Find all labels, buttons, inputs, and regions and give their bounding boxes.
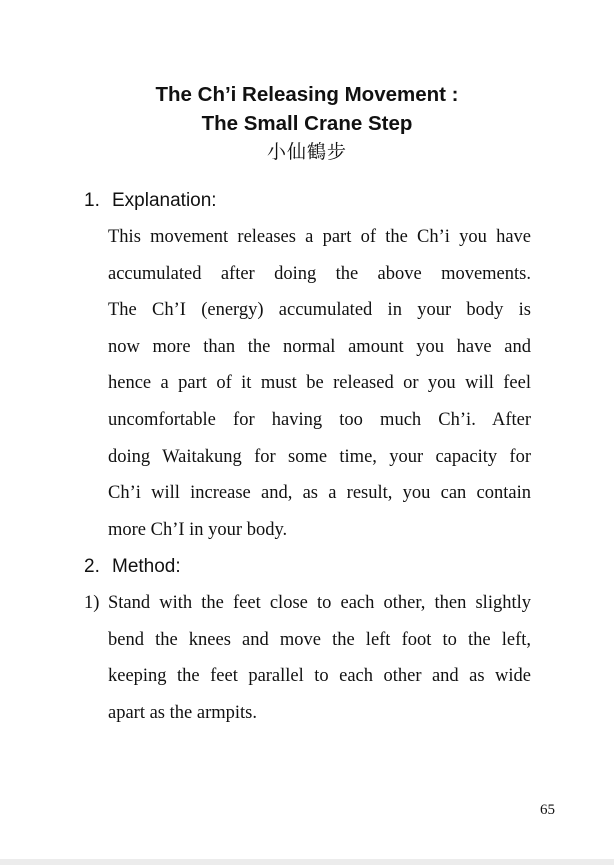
title-line-2: The Small Crane Step (201, 112, 413, 135)
section-number: 1. (84, 190, 100, 211)
section-heading-method (84, 555, 181, 579)
page-bottom-edge (0, 859, 614, 865)
section-heading-text: Explanation: (112, 190, 217, 211)
paragraph-line: This movement releases a part of the Ch’i you have (108, 227, 531, 247)
paragraph-line: The Ch’I (energy) accumulated in your body is (108, 300, 531, 321)
paragraph-line: keeping the feet parallel to each other and as wide (108, 666, 531, 687)
paragraph-line: now more than the normal amount you have and (108, 336, 531, 357)
title-line-1: The Ch’i Releasing Movement : (155, 83, 459, 106)
section-heading-text: Method: (112, 556, 181, 577)
section-heading-explanation (84, 189, 217, 213)
paragraph-line: Ch’i will increase and, as a result, you can contain (108, 483, 531, 504)
page-title (0, 80, 614, 166)
paragraph-line: hence a part of it must be released or you will feel (108, 373, 531, 394)
paragraph-line: more Ch’I in your body. (108, 519, 288, 540)
method-item-number: 1) (84, 593, 100, 613)
paragraph-line: bend the knees and move the left foot to the left, (108, 629, 531, 650)
section-number: 2. (84, 556, 100, 577)
paragraph-line: Stand with the feet close to each other, then slightly (108, 593, 531, 613)
method-item-paragraph (108, 585, 531, 731)
page-number: 65 (540, 802, 555, 818)
paragraph-line: apart as the armpits. (108, 702, 257, 723)
paragraph-line: doing Waitakung for some time, your capacity for (108, 446, 531, 467)
paragraph-line: uncomfortable for having too much Ch’i. After (108, 409, 531, 430)
paragraph-line: accumulated after doing the above movements. (108, 263, 531, 284)
title-chinese: 小仙鶴步 (266, 141, 347, 163)
explanation-paragraph (108, 219, 531, 548)
